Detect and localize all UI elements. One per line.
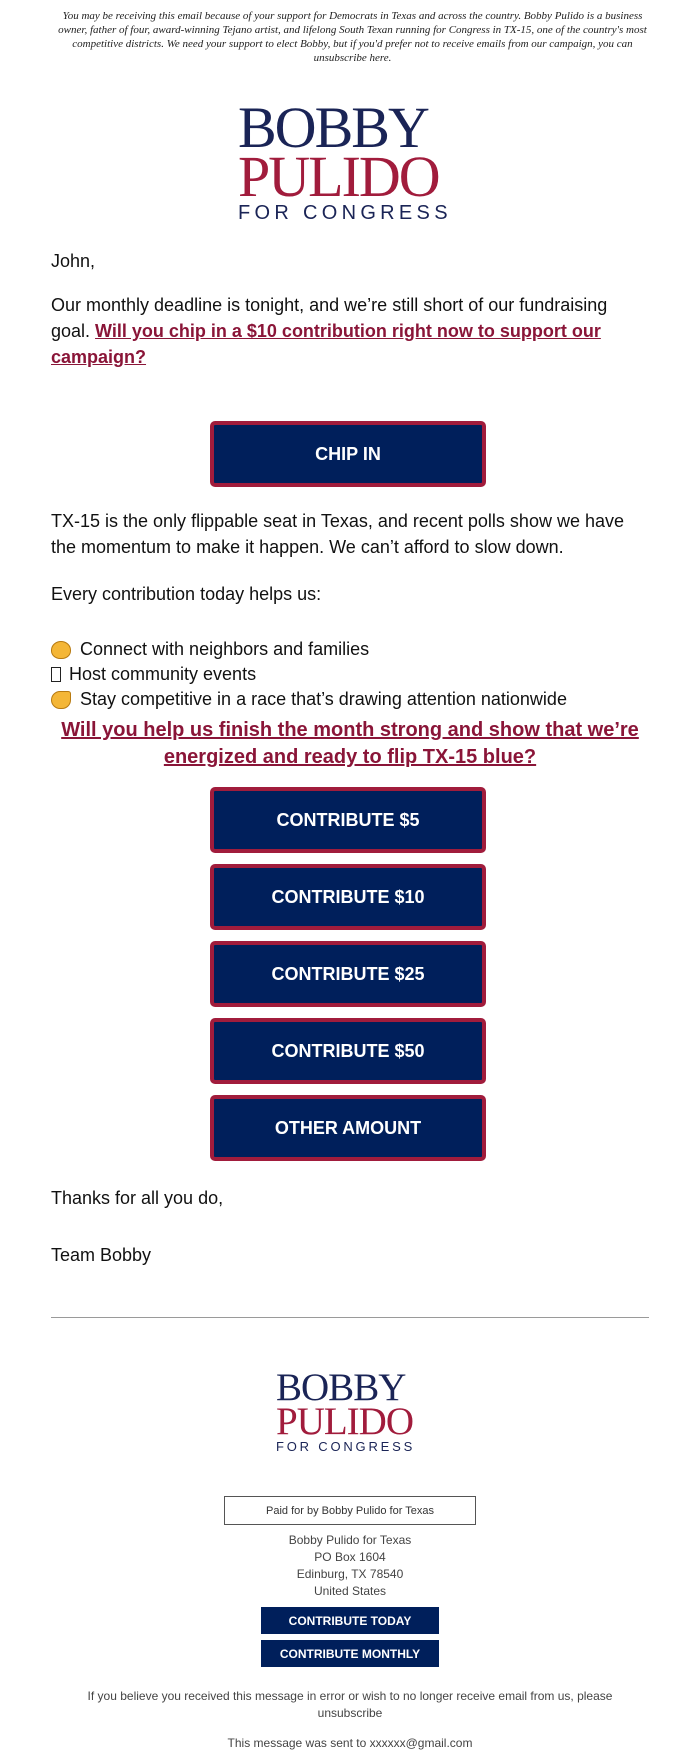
- contribute-monthly-button[interactable]: CONTRIBUTE MONTHLY: [261, 1640, 439, 1667]
- chip-in-button[interactable]: CHIP IN: [210, 421, 486, 487]
- logo-line-bobby: BOBBY: [276, 1366, 406, 1409]
- paragraph-contribution-helps: Every contribution today helps us:: [51, 584, 322, 604]
- footer-divider: [51, 1317, 649, 1318]
- logo-line-pulido: PULIDO: [238, 144, 439, 209]
- thanks-text: Thanks for all you do,: [51, 1188, 224, 1208]
- missing-glyph-icon: [51, 667, 61, 682]
- logo-line-bobby: BOBBY: [238, 95, 428, 160]
- logo-line-pulido: PULIDO: [276, 1400, 413, 1443]
- list-item: [51, 662, 567, 687]
- disclaimer-text[interactable]: You may be receiving this email because of your support for Democrats in Texas and across the country. Bobby Pulido is a business owner, father of four, award-winning Tejano artist, and lifelong South Texan running for Congress in TX-15, one of the country's most competitive districts. We need your support to elect Bobby, but if you'd prefer not to receive emails from our campaign, you can unsubscribe here.: [58, 10, 647, 64]
- list-item-text: Stay competitive in a race that’s drawing attention nationwide: [80, 689, 567, 709]
- paragraph-deadline-text: Our monthly deadline is tonight, and we’re still short of our fundraising goal.: [51, 295, 608, 341]
- address-line: Edinburg, TX 78540: [296, 1567, 404, 1581]
- benefits-list: [51, 637, 567, 712]
- flexed-biceps-icon: [51, 691, 71, 709]
- contribute-25-button[interactable]: CONTRIBUTE $25: [210, 941, 486, 1007]
- other-amount-button[interactable]: OTHER AMOUNT: [210, 1095, 486, 1161]
- contribute-5-button[interactable]: CONTRIBUTE $5: [210, 787, 486, 853]
- cta-link[interactable]: Will you help us finish the month strong and show that we’re energized and ready to flip TX-15 blue?: [61, 719, 639, 768]
- address-line: PO Box 1604: [314, 1550, 386, 1564]
- paragraph-deadline: [51, 292, 651, 370]
- address-line: Bobby Pulido for Texas: [288, 1533, 412, 1547]
- list-item: [51, 687, 567, 712]
- sent-to-text: This message was sent to xxxxxx@gmail.com: [227, 1736, 473, 1750]
- list-item-text: Connect with neighbors and families: [80, 639, 370, 659]
- greeting: John,: [51, 251, 96, 271]
- logo-line-for-congress: FOR CONGRESS: [276, 1439, 416, 1454]
- heart-hands-icon: [51, 641, 71, 659]
- contribute-today-button[interactable]: CONTRIBUTE TODAY: [261, 1607, 439, 1634]
- contribute-50-button[interactable]: CONTRIBUTE $50: [210, 1018, 486, 1084]
- cta-heading: [50, 717, 650, 771]
- paid-for-box: Paid for by Bobby Pulido for Texas: [224, 1496, 476, 1525]
- list-item: [51, 637, 567, 662]
- contribute-10-button[interactable]: CONTRIBUTE $10: [210, 864, 486, 930]
- address-line: United States: [313, 1584, 387, 1598]
- unsubscribe-text[interactable]: If you believe you received this message in error or wish to no longer receive email from us, please unsubscribe: [87, 1689, 613, 1720]
- chip-in-link[interactable]: Will you chip in a $10 contribution right now to support our campaign?: [51, 321, 601, 367]
- list-item-text: Host community events: [69, 664, 257, 684]
- paragraph-tx15: TX-15 is the only flippable seat in Texas, and recent polls show we have the momentum to make it happen. We can’t afford to slow down.: [51, 511, 624, 557]
- campaign-logo: [238, 95, 478, 224]
- signoff-text: Team Bobby: [51, 1245, 152, 1265]
- logo-line-for-congress: FOR CONGRESS: [238, 202, 452, 224]
- footer-logo: [276, 1366, 436, 1454]
